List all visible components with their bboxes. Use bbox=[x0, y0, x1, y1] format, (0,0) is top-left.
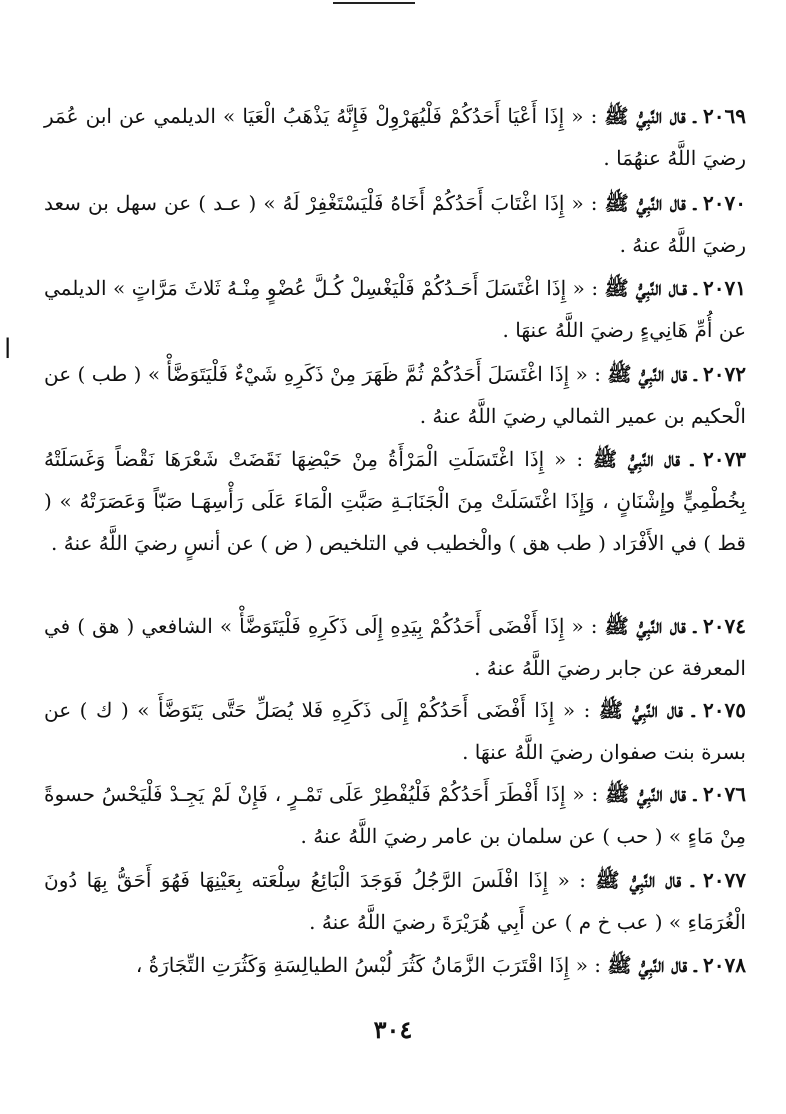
hadith-entry-2072 bbox=[44, 353, 746, 438]
entry-lead: ـ قال النَّبِيُّ ﷺ bbox=[604, 191, 696, 215]
entry-text: : « إِذَا أَعْيَا أَحَدُكُمْ فَلْيُهَرْوِلْ فَإِنَّهُ يَذْهَبُ الْعَيَا » الديلمي عن ابن عُمَر رضيَ اللَّهُ عنهُمَا . bbox=[44, 104, 746, 170]
entry-lead: ـ قـال النَّبِيُّ ﷺ bbox=[604, 276, 697, 300]
entry-lead: ـ قال النَّبِيُّ ﷺ bbox=[604, 614, 696, 638]
hadith-entry-2070 bbox=[44, 182, 746, 267]
entry-lead: ـ قال النَّبِيُّ ﷺ bbox=[593, 447, 694, 471]
entry-text: : « إِذَا أَفْضَى أَحَدُكُمْ بِيَدِهِ إِلَى ذَكَرِهِ فَلْيَتَوَضَّأْ » الشافعي ( هق ) في المعرفة عن جابر رضيَ اللَّهُ عنهُ . bbox=[44, 614, 746, 680]
entry-text: : « إِذَا اقْتَرَبَ الزَّمَانُ كَثُرَ لُبْسُ الطيالِسَةِ وَكَثُرَتِ التِّجَارَةُ ، bbox=[135, 953, 608, 977]
entry-text: : « إِذَا اغْتَسَلَ أَحَـدُكُمْ فَلْيَغْسِلْ كُـلَّ عُضْوٍ مِنْـهُ ثَلاثَ مَرَّاتٍ » الديلمي عن أُمِّ هَانِيءٍ رضيَ اللَّهُ عنهَا . bbox=[44, 276, 746, 342]
entry-lead: ـ قال النَّبِيُّ ﷺ bbox=[607, 953, 697, 977]
entry-number: ٢٠٧١ bbox=[703, 276, 746, 300]
entry-number: ٢٠٧٣ bbox=[703, 447, 746, 471]
entry-number: ٢٠٦٩ bbox=[703, 104, 746, 128]
entry-lead: ـ قال النَّبِيُّ ﷺ bbox=[604, 104, 696, 128]
entry-number: ٢٠٧٦ bbox=[703, 782, 746, 806]
entry-lead: ـ قال النَّبِيُّ ﷺ bbox=[607, 362, 697, 386]
entry-lead: ـ قال النَّبِيُّ ﷺ bbox=[598, 698, 695, 722]
entry-text: : « إِذَا أَفْضَى أَحَدُكُمْ إِلَى ذَكَرِهِ فَلا يُصَلِّ حَتَّى يَتَوَضَّأَ » ( ك ) عن بسرة بنت صفوان رضيَ اللَّهُ عنهَا . bbox=[44, 698, 746, 764]
margin-mark: | bbox=[4, 334, 12, 358]
entry-lead: ـ قال النَّبِيُّ ﷺ bbox=[595, 868, 694, 892]
hadith-entry-2076 bbox=[44, 773, 746, 859]
hadith-entry-2078 bbox=[44, 944, 746, 986]
entry-number: ٢٠٧٠ bbox=[703, 191, 747, 215]
entry-text: : « إِذَا اغْتَسَلَ أَحَدُكُمْ ثُمَّ ظَهَرَ مِنْ ذَكَرِهِ شَيْءٌ فَلْيَتَوَضَّأْ » ( طب ) عن الْحكيم بن عمير الثمالي رضيَ اللَّهُ عنهُ . bbox=[44, 362, 746, 428]
hadith-entry-2075 bbox=[44, 689, 746, 773]
entry-text: : « إِذَا افْلَسَ الرَّجُلُ فَوَجَدَ الْبَائِعُ سِلْعَته بِعَيْنِهَا فَهُوَ أَحَقُّ بِهَا دُونَ الْغُرَمَاءِ » ( عب خ م ) عن أَبِي هُرَيْرَةَ رضيَ اللَّهُ عنهُ . bbox=[44, 868, 746, 934]
entry-text: : « إِذَا أَفْطَرَ أَحَدُكُمْ فَلْيُفْطِرْ عَلَى تَمْـرٍ ، فَإِنْ لَمْ يَجِـدْ فَلْيَحْسُ حسوةً مِنْ مَاءٍ » ( حب ) عن سلمان بن عامر رضيَ اللَّهُ عنهُ . bbox=[44, 782, 746, 848]
entry-text: : « إِذَا اغْتَابَ أَحَدُكُمْ أَخَاهُ فَلْيَسْتَغْفِرْ لَهُ » ( عـد ) عن سهل بن سعد رضيَ اللَّهُ عنهُ . bbox=[44, 191, 746, 257]
entry-number: ٢٠٧٢ bbox=[703, 362, 747, 386]
hadith-entry-2074 bbox=[44, 605, 746, 689]
entry-number: ٢٠٧٧ bbox=[703, 868, 747, 892]
entry-lead: ـ قال النَّبِيُّ ﷺ bbox=[605, 782, 697, 806]
hadith-entry-2077 bbox=[44, 859, 746, 944]
hadith-page bbox=[44, 95, 746, 986]
entry-number: ٢٠٧٥ bbox=[703, 698, 747, 722]
entry-text: : « إِذَا اغْتَسَلَتِ الْمَرْأَةُ مِنْ حَيْضِهَا نَقَضَتْ شَعْرَهَا نَقْضاً وَغَسَلَتْهُ بِخُطْمِيٍّ وإِشْنَانٍ ، وَإِذَا اغْتَسَلَتْ مِنَ الْجَنَابَـةِ صَبَّتِ الْمَاءَ عَلَى رَأْسِهَـا صَبّاً وَعَصَرَتْهُ » ( قط ) في الأَفْرَاد ( طب هق ) والْخطيب في التلخيص ( ض ) عن أنسٍ رضيَ اللَّهُ عنهُ . bbox=[44, 447, 746, 555]
entry-number: ٢٠٧٤ bbox=[703, 614, 747, 638]
page-number: ٣٠٤ bbox=[373, 1015, 413, 1044]
entry-number: ٢٠٧٨ bbox=[703, 953, 746, 977]
hadith-entry-2073 bbox=[44, 438, 746, 605]
hadith-entry-2069 bbox=[44, 95, 746, 182]
top-rule bbox=[333, 2, 415, 4]
hadith-entry-2071 bbox=[44, 267, 746, 353]
